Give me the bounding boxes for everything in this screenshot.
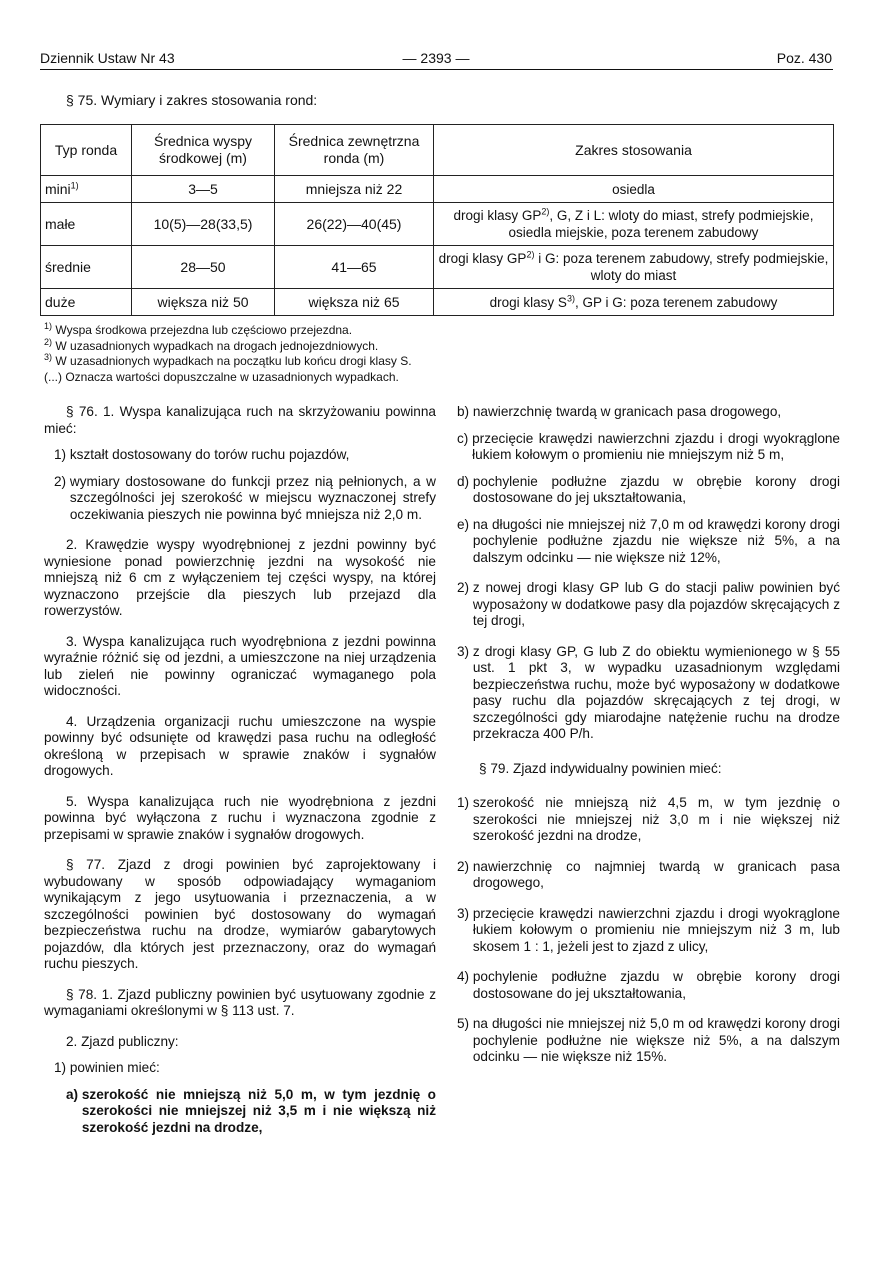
position-number: Poz. 430	[776, 50, 832, 66]
table-header-row	[41, 125, 834, 176]
list-item: e) na długości nie mniejszej niż 7,0 m od krawędzi korony drogi pochylenie podłużne zjazdu nie większe niż 5%, a na dalszym odcinku — nie większe niż 12%,	[457, 516, 840, 565]
list-item: 1) szerokość nie mniejszą niż 4,5 m, w tym jezdnię o szerokości nie mniejszej niż 3,0 m i nie większej niż szerokość jezdni na drodze,	[457, 795, 840, 843]
paragraph-76-3: 3. Wyspa kanalizująca ruch wyodrębniona z jezdni powinna wyraźnie różnić się od jezdni, a umieszczone na niej urządzenia lub zieleń nie powinny ograniczać wymaganego pola widoczności.	[44, 633, 436, 698]
list-item: 3) z drogi klasy GP, G lub Z do obiektu wymienionego w § 55 ust. 1 pkt 3, w wypadku uzasadnionym względami bezpieczeństwa ruchu, może być wyposażony w dodatkowe pasy ruchu dla pojazdów skręcających z tej drogi, w szczególności gdy miarodajne natężenie ruchu na drodze przekracza 400 P/h.	[457, 643, 840, 741]
list-item: a) szerokość nie mniejszą niż 5,0 m, w tym jezdnię o szerokości nie mniejszej niż 3,5 m i nie większą niż szerokość jezdni na drodze,	[66, 1086, 436, 1135]
footnote: $^{3)}$ W uzasadnionych wypadkach na początku lub końcu drogi klasy S.	[44, 352, 412, 368]
list-item: 5) na długości nie mniejszej niż 5,0 m od krawędzi korony drogi pochylenie podłużne nie większe niż 5%, a na dalszym odcinku — nie większe niż 15%.	[457, 1016, 840, 1064]
left-column	[44, 404, 436, 1136]
table-header-cell: Zakres stosowania	[434, 125, 834, 176]
paragraph-78-2: 2. Zjazd publiczny:	[66, 1033, 179, 1049]
list-item: 3) przecięcie krawędzi nawierzchni zjazdu i drogi wyokrąglone łukiem kołowym o promieniu nie mniejszym niż 3 m, lub skosem 1 : 1, jeżeli jest to zjazd z ulicy,	[457, 905, 840, 954]
paragraph-76-1: § 76. 1. Wyspa kanalizująca ruch na skrzyżowaniu powinna mieć:	[44, 404, 436, 436]
table-cell-scope: drogi klasy GP$^{2)}$, G, Z i L: wloty do miast, strefy podmiejskie, osiedla miejskie, poza terenem zabudowy	[434, 203, 834, 246]
table-cell-scope: drogi klasy $S^{3)}$, GP i G: poza terenem zabudowy	[434, 289, 834, 316]
table-row	[41, 176, 834, 203]
table-cell-type: mini$^{1)}$	[41, 176, 132, 203]
list-item: d) pochylenie podłużne zjazdu w obrębie korony drogi dostosowane do jej ukształtowania,	[457, 473, 840, 505]
table-row	[41, 246, 834, 289]
table-cell-type: małe	[41, 203, 132, 246]
table-cell-scope: drogi klasy GP$^{2)}$ i G: poza terenem zabudowy, strefy podmiejskie, wloty do miast	[434, 246, 834, 289]
table-cell-inner: większa niż 50	[132, 289, 275, 316]
table-cell-outer: mniejsza niż 22	[275, 176, 434, 203]
table-cell-type: średnie	[41, 246, 132, 289]
paragraph-76-5: 5. Wyspa kanalizująca ruch nie wyodrębniona z jezdni powinna być wyłączona z ruchu i wyznaczona zgodnie z przepisami w sprawie znaków i sygnałów drogowych.	[44, 793, 436, 842]
footnote: (...) Oznacza wartości dopuszczalne w uzasadnionych wypadkach.	[44, 369, 399, 384]
footnote: $^{2)}$ W uzasadnionych wypadkach na drogach jednojezdniowych.	[44, 336, 379, 353]
table-cell-inner: 3—5	[132, 176, 275, 203]
list-item: 1) kształt dostosowany do torów ruchu pojazdów,	[54, 447, 350, 462]
page-header	[40, 50, 832, 70]
right-column	[457, 404, 840, 1066]
paragraph-78-2-1: 1) powinien mieć:	[54, 1060, 160, 1075]
table-header-cell: Typ ronda	[41, 125, 132, 176]
table-cell-inner: 28—50	[132, 246, 275, 289]
table-cell-scope: osiedla	[434, 176, 834, 203]
list-item: 4) pochylenie podłużne zjazdu w obrębie korony drogi dostosowane do jej ukształtowania,	[457, 969, 840, 1001]
list-item: 2) nawierzchnię co najmniej twardą w granicach pasa drogowego,	[457, 858, 840, 890]
journal-title: Dziennik Ustaw Nr 43	[40, 50, 175, 66]
paragraph-79: § 79. Zjazd indywidualny powinien mieć:	[479, 760, 722, 776]
table-cell-outer: 41—65	[275, 246, 434, 289]
section-75-title: § 75. Wymiary i zakres stosowania rond:	[66, 92, 318, 108]
list-item: 2) wymiary dostosowane do funkcji przez nią pełnionych, a w szczególności jej szerokość w miejscu wyznaczonej strefy oczekiwania pieszych nie powinna być mniejsza niż 2,0 m.	[54, 473, 436, 522]
table-cell-outer: 26(22)—40(45)	[275, 203, 434, 246]
header-divider	[40, 69, 833, 70]
footnote: $^{1)}$ Wyspa środkowa przejezdna lub częściowo przejezdna.	[44, 321, 353, 337]
table-row	[41, 203, 834, 246]
list-item: c) przecięcie krawędzi nawierzchni zjazdu i drogi wyokrąglone łukiem kołowym o promieniu nie mniejszym niż 5 m,	[457, 430, 840, 462]
paragraph-76-4: 4. Urządzenia organizacji ruchu umieszczone na wyspie powinny być odsunięte od krawędzi pasa ruchu na odległość określoną w przepisach w sprawie znaków i sygnałów drogowych.	[44, 713, 436, 778]
paragraph-77: § 77. Zjazd z drogi powinien być zaprojektowany i wybudowany w sposób odpowiadający wymaganiom wynikającym z jego usytuowania i przeznaczenia, a w szczególności powinien być dostosowany do wymagań bezpieczeństwa ruchu na drodze, wymiarów gabarytowych pojazdów, dla których jest przeznaczony, oraz do wymagań ruchu pieszych.	[44, 857, 436, 971]
table-footnotes	[44, 323, 804, 385]
page-number: — 2393 —	[402, 50, 470, 66]
table-header-cell: Średnica wyspy środkowej (m)	[132, 125, 275, 176]
table-cell-inner: 10(5)—28(33,5)	[132, 203, 275, 246]
table-header-cell: Średnica zewnętrzna ronda (m)	[275, 125, 434, 176]
table-cell-outer: większa niż 65	[275, 289, 434, 316]
roundabout-table	[40, 124, 834, 316]
paragraph-78-1: § 78. 1. Zjazd publiczny powinien być usytuowany zgodnie z wymaganiami określonymi w § 113 ust. 7.	[44, 986, 436, 1018]
table-row	[41, 289, 834, 316]
table-cell-type: duże	[41, 289, 132, 316]
list-item: b) nawierzchnię twardą w granicach pasa drogowego,	[457, 404, 782, 419]
paragraph-76-2: 2. Krawędzie wyspy wyodrębnionej z jezdni powinny być wyniesione ponad powierzchnię jezdni na wysokość nie mniejszą niż 6 cm z wyłączeniem tej części wyspy, na której wyznaczono przejście dla pieszych lub przejazd dla rowerzystów.	[44, 537, 436, 618]
list-item: 2) z nowej drogi klasy GP lub G do stacji paliw powinien być wyposażony w dodatkowe pasy dla pojazdów skręcających z tej drogi,	[457, 580, 840, 628]
